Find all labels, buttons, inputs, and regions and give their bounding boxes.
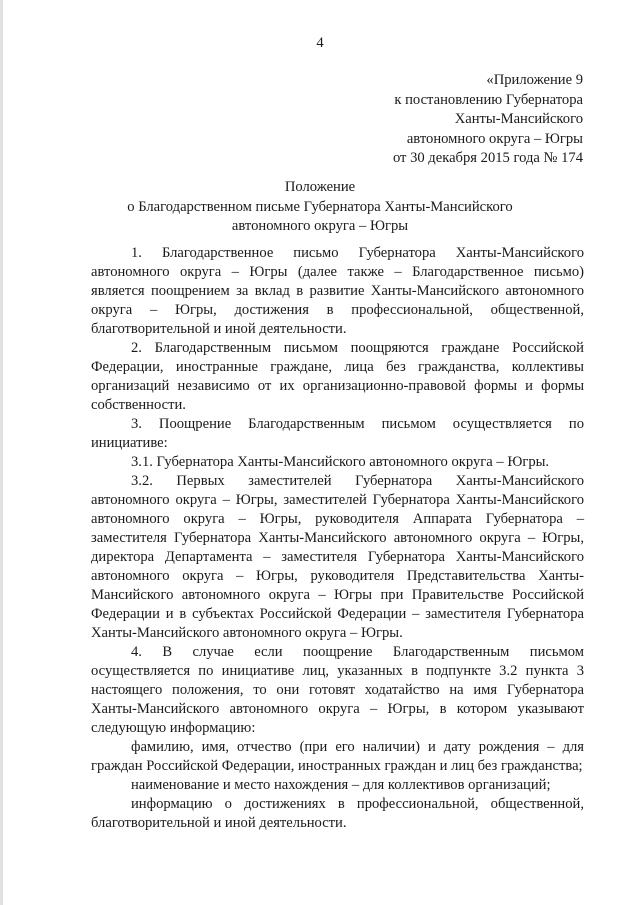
title-line: о Благодарственном письме Губернатора Ханты-Мансийского <box>127 198 513 215</box>
list-item-organization: наименование и место нахождения – для коллективов организаций; <box>131 777 551 793</box>
document-body <box>91 244 584 833</box>
paragraph-3: 3. Поощрение Благодарственным письмом осуществляется по инициативе: <box>91 416 584 451</box>
paragraph-4: 4. В случае если поощрение Благодарственным письмом осуществляется по инициативе лиц, указанных в подпункте 3.2 пункта 3 настоящего положения, то они готовят ходатайство на имя Губернатора Ханты-Мансийского автономного округа – Югры, в котором указывают следующую информацию: <box>91 644 584 736</box>
document-title <box>0 178 640 237</box>
paragraph-1: 1. Благодарственное письмо Губернатора Ханты-Мансийского автономного округа – Югры (далее также – Благодарственное письмо) является поощрением за вклад в развитие Ханты-Мансийского автономного округа – Югры, достижения в профессиональной, общественной, благотворительной и иной деятельности. <box>91 245 584 337</box>
page-number: 4 <box>316 35 324 51</box>
annex-header <box>393 71 583 169</box>
title-line: Положение <box>284 179 356 195</box>
list-item-achievements: информацию о достижениях в профессиональной, общественной, благотворительной и иной деятельности. <box>91 796 584 831</box>
annex-line: «Приложение 9 <box>486 72 583 88</box>
paragraph-2: 2. Благодарственным письмом поощряются граждане Российской Федерации, иностранные граждане, лица без гражданства, коллективы организаций независимо от их организационно-правовой формы и формы собственности. <box>91 340 584 413</box>
annex-line: Ханты-Мансийского <box>454 111 583 127</box>
annex-line: от 30 декабря 2015 года № 174 <box>392 150 583 166</box>
scan-edge-shadow <box>0 0 3 905</box>
paragraph-3-2: 3.2. Первых заместителей Губернатора Ханты-Мансийского автономного округа – Югры, заместителей Губернатора Ханты-Мансийского автономного округа – Югры, руководителя Аппарата Губернатора – заместителя Губернатора Ханты-Мансийского автономного округа – Югры, директора Департамента – заместителя Губернатора Ханты-Мансийского автономного округа – Югры, руководителя Представительства Ханты-Мансийского автономного округа – Югры при Правительстве Российской Федерации и в субъектах Российской Федерации – заместителя Губернатора Ханты-Мансийского автономного округа – Югры. <box>91 473 584 641</box>
paragraph-3-1: 3.1. Губернатора Ханты-Мансийского автономного округа – Югры. <box>131 454 550 470</box>
title-line: автономного округа – Югры <box>231 218 409 234</box>
annex-line: автономного округа – Югры <box>406 130 583 147</box>
list-item-personal-data: фамилию, имя, отчество (при его наличии) и дату рождения – для граждан Российской Федерации, иностранных граждан и лиц без гражданства; <box>91 739 584 774</box>
annex-line: к постановлению Губернатора <box>394 91 583 108</box>
